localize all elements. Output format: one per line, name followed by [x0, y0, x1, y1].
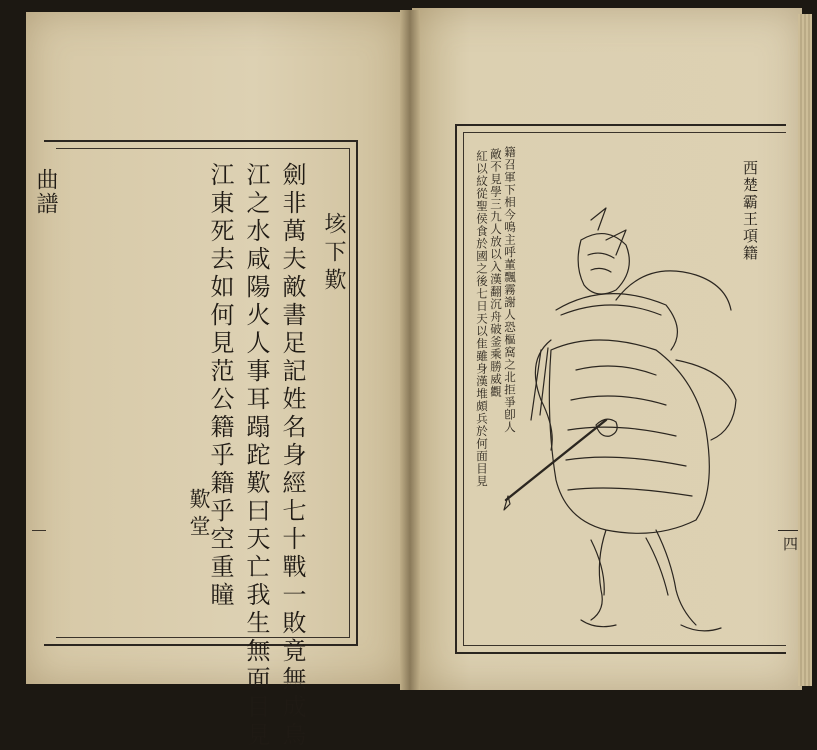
warrior-illustration	[496, 200, 786, 640]
book-gutter	[400, 10, 420, 690]
illustration-caption: 西楚霸王項籍	[741, 160, 759, 262]
margin-title: 曲譜	[33, 168, 58, 216]
poem-title: 垓下歎	[321, 212, 346, 296]
poem-column: 劍非萬夫敵書足記姓名身經七十戰一敗竟無成烏	[278, 162, 306, 750]
inscription-column: 籍召軍下相今鳴主呼董飄霧謝人恐樞窩之北拒爭卽人	[503, 146, 517, 434]
page-edges	[798, 14, 812, 686]
poem-column: 江東死去如何見范公籍乎籍乎空重瞳	[206, 162, 234, 610]
inscription-column: 紅以紋從聖侯食於國之後七日天以隹雖身漢堆頗兵於何面目見	[475, 150, 489, 488]
inscription-column: 敵不見學三九人放以入漢翻沉舟破釜乘勝威觀	[489, 148, 503, 398]
poem-signature: 歎堂	[187, 488, 211, 542]
margin-rule	[32, 530, 46, 531]
poem-column: 江之水咸陽火人事耳蹋跎歎曰天亡我生無面目見	[242, 162, 270, 750]
folio-number: 四	[781, 536, 799, 551]
